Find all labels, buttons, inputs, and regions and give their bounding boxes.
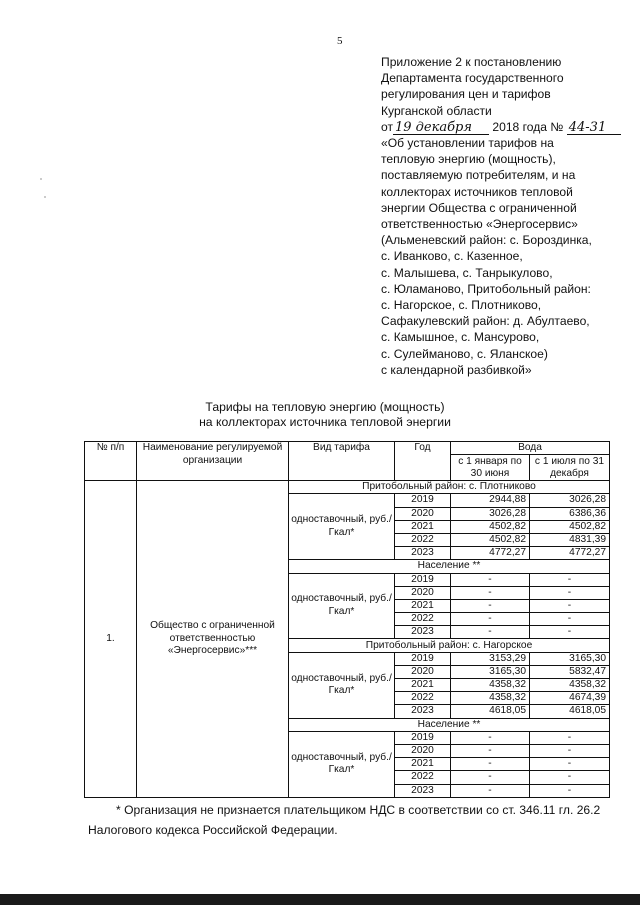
- tariff-type-cell: одноставочный, руб./Гкал*: [289, 573, 395, 639]
- period-2-cell: 4502,82: [530, 520, 610, 533]
- period-2-cell: -: [530, 758, 610, 771]
- period-1-cell: 3153,29: [451, 652, 530, 665]
- annex-line: Департамента государственного: [381, 71, 564, 86]
- subject-line: «Об установлении тарифов на: [381, 136, 554, 151]
- date-middle: 2018 года №: [492, 119, 564, 134]
- subject-line: энергии Общества с ограниченной: [381, 200, 577, 215]
- header-period-2: с 1 июля по 31 декабря: [530, 455, 610, 481]
- period-2-cell: 3026,28: [530, 494, 610, 507]
- subject-line: с. Малышева, с. Танрыкулово,: [381, 265, 553, 280]
- period-1-cell: 4772,27: [451, 547, 530, 560]
- year-cell: 2021: [395, 758, 451, 771]
- tariff-type-cell: одноставочный, руб./Гкал*: [289, 494, 395, 560]
- header-year: Год: [395, 442, 451, 481]
- period-2-cell: -: [530, 586, 610, 599]
- year-cell: 2019: [395, 652, 451, 665]
- year-cell: 2020: [395, 744, 451, 757]
- period-2-cell: 5832,47: [530, 665, 610, 678]
- year-cell: 2020: [395, 586, 451, 599]
- annex-block: [381, 54, 621, 378]
- period-1-cell: -: [451, 613, 530, 626]
- section-heading: Притобольный район: с. Нагорское: [289, 639, 610, 652]
- year-cell: 2022: [395, 692, 451, 705]
- year-cell: 2022: [395, 533, 451, 546]
- subject-line: тепловую энергию (мощность),: [381, 152, 556, 167]
- year-cell: 2022: [395, 613, 451, 626]
- table-title: [160, 400, 490, 429]
- period-1-cell: 2944,88: [451, 494, 530, 507]
- year-cell: 2019: [395, 731, 451, 744]
- year-cell: 2022: [395, 771, 451, 784]
- period-1-cell: -: [451, 771, 530, 784]
- tariff-type-cell: одноставочный, руб./Гкал*: [289, 731, 395, 797]
- period-2-cell: 4618,05: [530, 705, 610, 718]
- period-1-cell: 4502,82: [451, 520, 530, 533]
- period-2-cell: 4358,32: [530, 679, 610, 692]
- table-title-line: Тарифы на тепловую энергию (мощность): [205, 400, 445, 414]
- footnote: * Организация не признается плательщиком НДС в соответствии со ст. 346.11 гл. 26.2 Налогового кодекса Российской Федерации.: [88, 803, 601, 837]
- header-water: Вода: [451, 442, 610, 455]
- year-cell: 2019: [395, 494, 451, 507]
- period-1-cell: 4618,05: [451, 705, 530, 718]
- period-2-cell: -: [530, 626, 610, 639]
- annex-line: регулирования цен и тарифов: [381, 87, 551, 102]
- annex-line: Приложение 2 к постановлению: [381, 55, 562, 69]
- period-1-cell: 4358,32: [451, 679, 530, 692]
- annex-line: Курганской области: [381, 103, 492, 118]
- period-1-cell: -: [451, 586, 530, 599]
- period-2-cell: 4831,39: [530, 533, 610, 546]
- subject-line: с календарной разбивкой»: [381, 362, 532, 377]
- period-1-cell: -: [451, 599, 530, 612]
- handwritten-date: 19 декабря: [393, 121, 489, 135]
- scan-speck: [40, 178, 42, 180]
- period-1-cell: -: [451, 784, 530, 797]
- scan-edge: [0, 894, 640, 905]
- period-2-cell: -: [530, 613, 610, 626]
- year-cell: 2023: [395, 626, 451, 639]
- header-tariff-type: Вид тарифа: [289, 442, 395, 481]
- subject-line: (Альменевский район: с. Бороздинка,: [381, 233, 592, 248]
- period-1-cell: 4502,82: [451, 533, 530, 546]
- year-cell: 2023: [395, 784, 451, 797]
- subject-line: коллекторах источников тепловой: [381, 184, 573, 199]
- header-organization: Наименование регулируемой организации: [137, 442, 289, 481]
- period-2-cell: 3165,30: [530, 652, 610, 665]
- period-1-cell: -: [451, 626, 530, 639]
- year-cell: 2020: [395, 665, 451, 678]
- section-heading: Население **: [289, 718, 610, 731]
- period-2-cell: 6386,36: [530, 507, 610, 520]
- header-row: [85, 442, 610, 455]
- header-period-1: с 1 января по 30 июня: [451, 455, 530, 481]
- period-2-cell: -: [530, 599, 610, 612]
- period-2-cell: 4772,27: [530, 547, 610, 560]
- period-1-cell: -: [451, 573, 530, 586]
- date-prefix: от: [381, 119, 393, 134]
- subject-line: Сафакулевский район: д. Абултаево,: [381, 314, 590, 329]
- section-heading: Население **: [289, 560, 610, 573]
- section-heading: Притобольный район: с. Плотниково: [289, 481, 610, 494]
- period-2-cell: -: [530, 744, 610, 757]
- period-1-cell: -: [451, 731, 530, 744]
- subject-line: с. Юламаново, Притобольный район:: [381, 281, 591, 296]
- tariff-type-cell: одноставочный, руб./Гкал*: [289, 652, 395, 718]
- period-1-cell: -: [451, 744, 530, 757]
- subject-line: поставляемую потребителям, и на: [381, 168, 576, 183]
- annex-date-line: [381, 119, 621, 135]
- year-cell: 2021: [395, 599, 451, 612]
- tariff-table: [84, 441, 610, 798]
- page-number: 5: [337, 35, 343, 47]
- period-1-cell: 4358,32: [451, 692, 530, 705]
- subject-line: с. Сулейманово, с. Яланское): [381, 346, 548, 361]
- period-2-cell: -: [530, 573, 610, 586]
- period-2-cell: 4674,39: [530, 692, 610, 705]
- subject-line: ответственностью «Энергосервис»: [381, 217, 578, 232]
- organization-cell: Общество с ограниченной ответственностью «Энергосервис»***: [137, 481, 289, 798]
- year-cell: 2023: [395, 705, 451, 718]
- year-cell: 2021: [395, 679, 451, 692]
- scan-speck: [44, 196, 46, 198]
- period-1-cell: 3026,28: [451, 507, 530, 520]
- subject-line: с. Иванково, с. Казенное,: [381, 249, 523, 264]
- handwritten-number: 44-31: [567, 121, 621, 135]
- year-cell: 2019: [395, 573, 451, 586]
- subject-line: с. Камышное, с. Мансурово,: [381, 330, 540, 345]
- table-title-line: на коллекторах источника тепловой энергии: [199, 414, 451, 429]
- period-2-cell: -: [530, 771, 610, 784]
- period-1-cell: 3165,30: [451, 665, 530, 678]
- subject-line: с. Нагорское, с. Плотниково,: [381, 298, 542, 313]
- header-num: № п/п: [85, 442, 137, 481]
- year-cell: 2023: [395, 547, 451, 560]
- year-cell: 2021: [395, 520, 451, 533]
- period-2-cell: -: [530, 731, 610, 744]
- period-2-cell: -: [530, 784, 610, 797]
- period-1-cell: -: [451, 758, 530, 771]
- section-heading-row: [85, 481, 610, 494]
- row-number-cell: 1.: [85, 481, 137, 798]
- year-cell: 2020: [395, 507, 451, 520]
